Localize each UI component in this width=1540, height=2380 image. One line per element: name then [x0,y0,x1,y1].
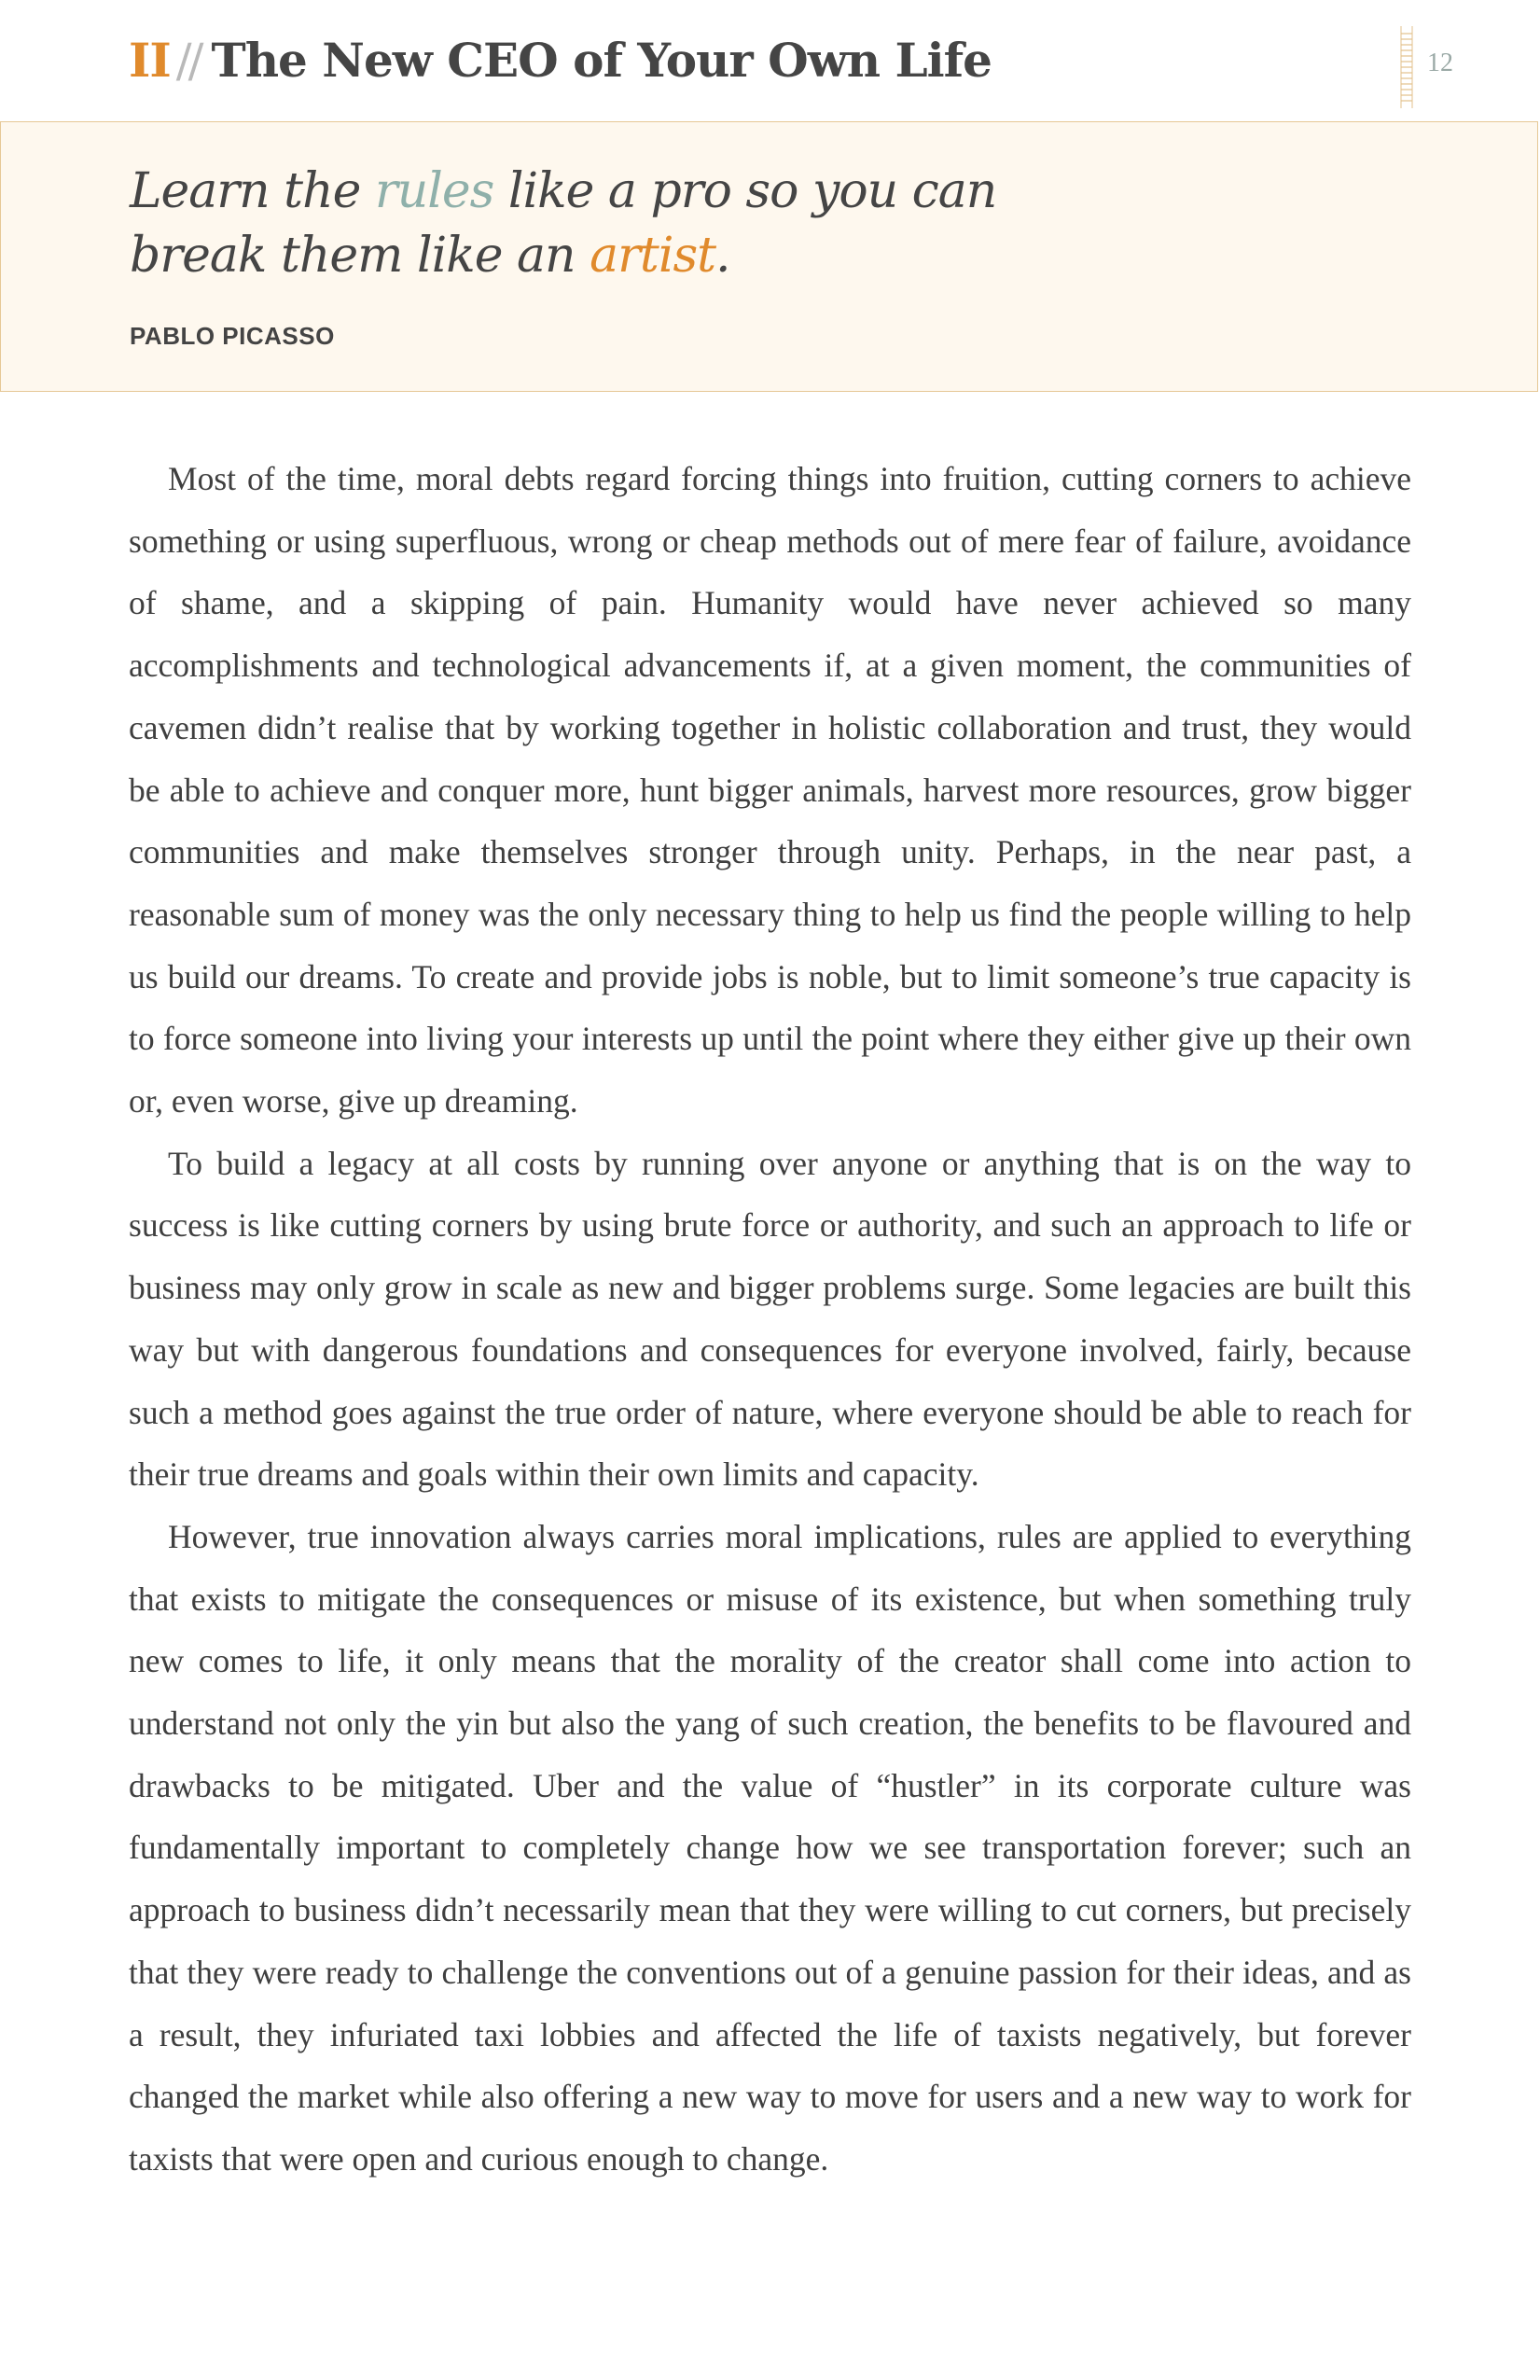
paragraph: To build a legacy at all costs by running over anyone or anything that is on the way to success is like cutting corners by using brute force or authority, and such an approach to life or business may only grow in scale as new and bigger problems surge. Some legacies are built this way but with dangerous foundations and consequences for everyone involved, fairly, because such a method goes against the true order of nature, where everyone should be able to reach for their true dreams and goals within their own limits and capacity. [129,1144,1411,1494]
paragraph: Most of the time, moral debts regard forcing things into fruition, cutting corners to achieve something or using superfluous, wrong or cheap methods out of mere fear of failure, avoidance of shame, and a skipping of pain. Humanity would have never achieved so many accomplishments and technological advancements if, at a given moment, the communities of cavemen didn’t realise that by working together in holistic collaboration and trust, they would be able to achieve and conquer more, hunt bigger animals, harvest more resources, grow bigger communities and make themselves stronger through unity. Perhaps, in the near past, a reasonable sum of money was the only necessary thing to help us find the people willing to help us build our dreams. To create and provide jobs is noble, but to limit someone’s true capacity is to force someone into living your interests up until the point where they either give up their own or, even worse, give up dreaming. [129,460,1411,1120]
quote-highlight-artist: artist [590,228,716,284]
page-header [0,0,1540,121]
paragraph: However, true innovation always carries moral implications, rules are applied to everything that exists to mitigate the consequences or misuse of its existence, but when something truly new comes to life, it only means that the morality of the creator shall come into action to understand not only the yin but also the yang of such creation, the benefits to be flavoured and drawbacks to be mitigated. Uber and the value of “hustler” in its corporate culture was fundamentally important to completely change how we see transportation forever; such an approach to business didn’t necessarily mean that they were willing to cut corners, but precisely that they were ready to challenge the conventions out of a genuine passion for their ideas, and as a result, they infuriated taxi lobbies and affected the life of taxists negatively, but forever changed the market while also offering a new way to move for users and a new way to work for taxists that were open and curious enough to change. [129,1517,1411,2178]
chapter-separator: // [175,34,201,88]
epigraph-box [0,121,1538,392]
body-text [129,448,1411,2191]
page-number: 12 [1427,49,1453,77]
epigraph-quote [130,160,1062,288]
quote-text-part: Learn the [130,163,375,219]
chapter-title-text: The New CEO of Your Own Life [211,33,992,88]
chapter-title [129,28,992,93]
quote-author: PABLO PICASSO [130,322,335,350]
quote-text-part: . [715,228,730,284]
quote-text-part: like a pro so you can break them like an [130,163,997,284]
chapter-number: II [129,33,171,88]
quote-highlight-rules: rules [374,163,494,219]
ruler-scale-icon [1399,26,1414,108]
